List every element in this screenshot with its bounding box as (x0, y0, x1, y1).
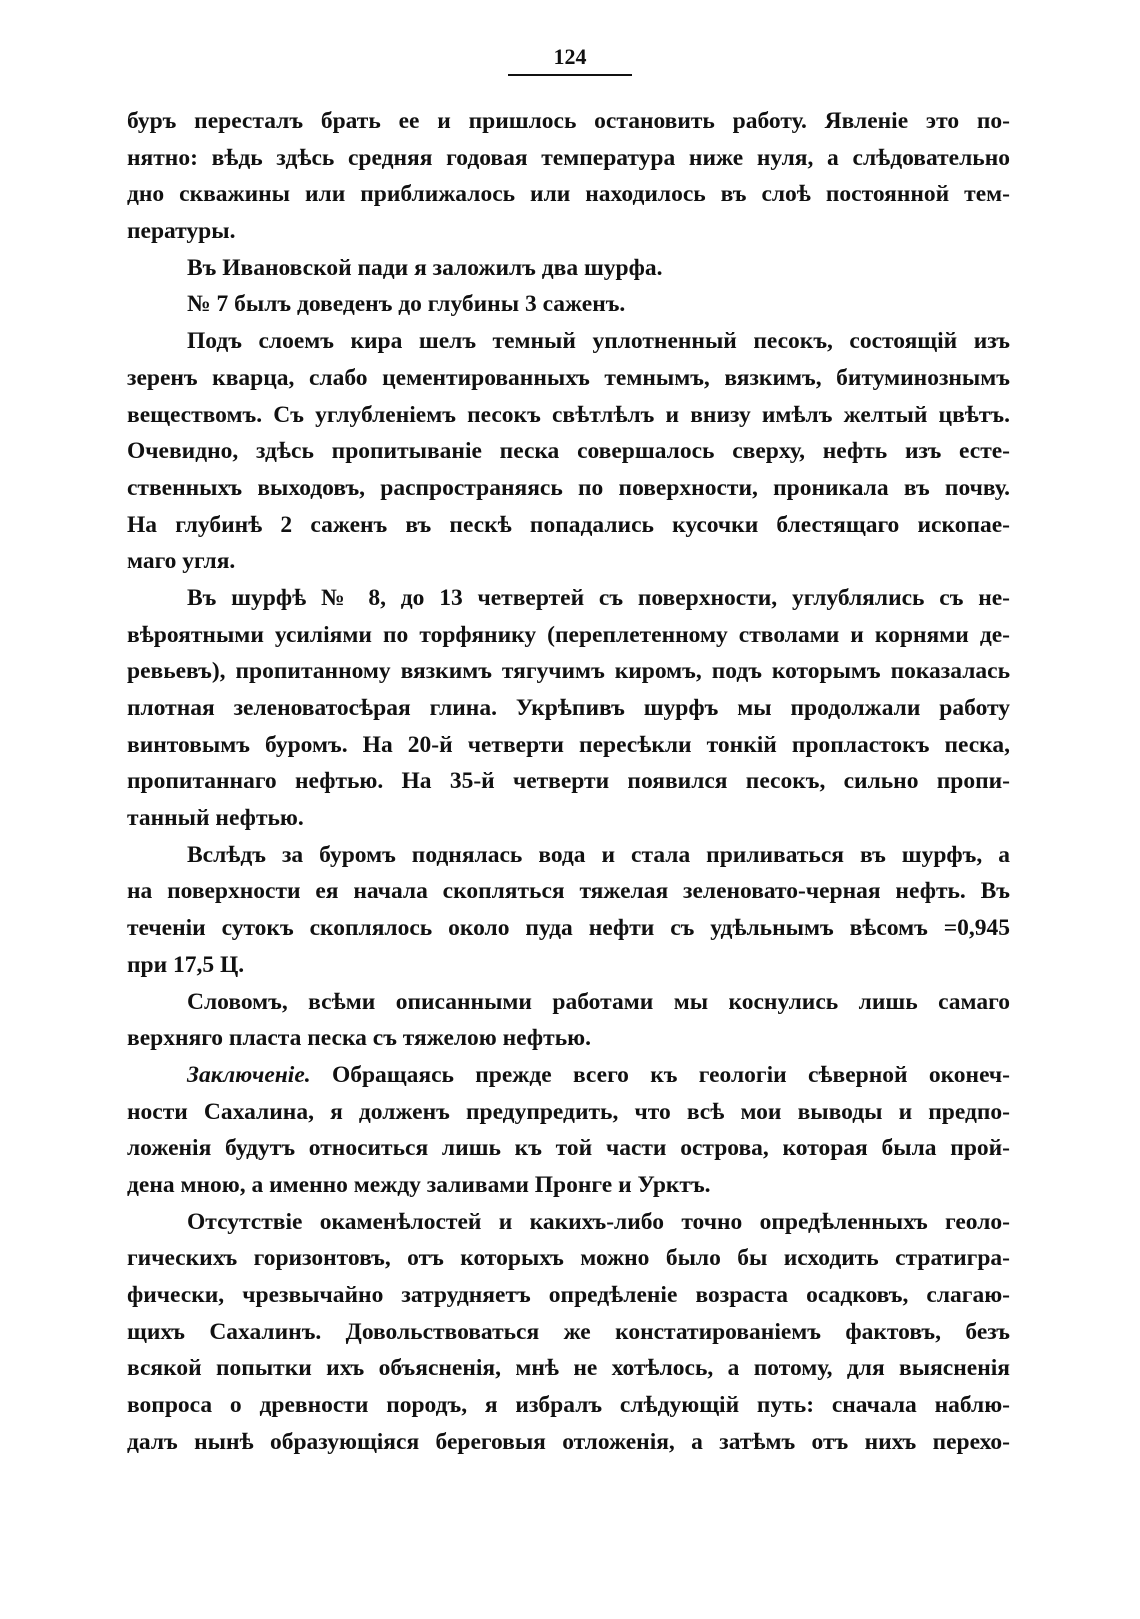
text-line-content: На глубинѣ 2 саженъ въ пескѣ попадались кусочки блестящаго ископае- (127, 511, 1010, 538)
text-line (127, 543, 1010, 580)
text-line (127, 286, 1010, 323)
text-line-content: фически, чрезвычайно затрудняетъ опредѣленіе возраста осадковъ, слагаю- (127, 1282, 1010, 1308)
text-line-content: веществомъ. Съ углубленіемъ песокъ свѣтлѣлъ и внизу имѣлъ желтый цвѣтъ. (127, 401, 1010, 428)
text-line-content: Очевидно, здѣсь пропитываніе песка совершалось сверху, нефть изъ есте- (127, 438, 1010, 465)
text-line-content: вопроса о древности породъ, я избралъ слѣдующій путь: сначала наблю- (127, 1392, 1010, 1419)
text-line-content: ревьевъ), пропитанному вязкимъ тягучимъ киромъ, подъ которымъ показалась (127, 658, 1010, 685)
text-line-content: ложенія будутъ относиться лишь къ той части острова, которая была прой- (127, 1135, 1010, 1162)
text-line (127, 1057, 1010, 1094)
text-line-content: танный нефтью. (127, 805, 304, 832)
text-line (127, 873, 1010, 910)
text-line (127, 103, 1010, 140)
text-line-content: зеренъ кварца, слабо цементированныхъ темнымъ, вязкимъ, битуминознымъ (127, 364, 1010, 391)
text-line-content: пературы. (127, 218, 236, 245)
text-line (127, 617, 1010, 654)
text-line (127, 653, 1010, 690)
text-line (127, 1020, 1010, 1057)
text-line-content: Въ шурфѣ № 8, до 13 четвертей съ поверхности, углублялись съ не- (187, 584, 1010, 611)
text-line-content: Вслѣдъ за буромъ поднялась вода и стала приливаться въ шурфъ, а (187, 841, 1010, 868)
text-line-content: гическихъ горизонтовъ, отъ которыхъ можно было бы исходить стратигра- (127, 1245, 1010, 1272)
text-line (127, 1167, 1010, 1204)
text-line (127, 910, 1010, 947)
text-line-content: щихъ Сахалинъ. Довольствоваться же констатированіемъ фактовъ, безъ (127, 1318, 1010, 1345)
text-line-content: Въ Ивановской пади я заложилъ два шурфа. (187, 254, 663, 281)
text-line-content: плотная зеленоватосѣрая глина. Укрѣпивъ шурфъ мы продолжали работу (127, 695, 1010, 721)
text-line-content: вѣроятными усиліями по торфянику (переплетенному стволами и корнями де- (127, 621, 1010, 648)
text-line-content: теченіи сутокъ скоплялось около пуда нефти съ удѣльнымъ вѣсомъ =0,945 (127, 915, 1010, 942)
text-line (127, 1240, 1010, 1277)
text-line (127, 763, 1010, 800)
text-line-content: Обращаясь прежде всего къ геологіи сѣверной оконеч- (331, 1061, 1010, 1088)
text-line-content: всякой попытки ихъ объясненія, мнѣ не хотѣлось, а потому, для выясненія (127, 1355, 1010, 1382)
text-line-content: нятно: вѣдь здѣсь средняя годовая температура ниже нуля, а слѣдовательно (127, 144, 1010, 171)
text-line (127, 397, 1010, 434)
text-line-content: верхняго пласта песка съ тяжелою нефтью. (127, 1025, 591, 1052)
text-line (127, 1204, 1010, 1241)
text-line-content: при 17,5 Ц. (127, 951, 245, 978)
text-line (127, 140, 1010, 177)
text-line-content: дена мною, а именно между заливами Пронге и Урктъ. (127, 1171, 711, 1198)
text-line-content: пропитаннаго нефтью. На 35-й четверти появился песокъ, сильно пропи- (127, 768, 1010, 795)
text-line-content: Словомъ, всѣми описанными работами мы коснулись лишь самаго (187, 988, 1010, 1015)
text-line (127, 727, 1010, 764)
body-text (127, 103, 1010, 1460)
page-number: 124 (553, 44, 587, 69)
text-line (127, 947, 1010, 984)
text-line (127, 1424, 1010, 1461)
text-line-content: ности Сахалина, я долженъ предупредить, что всѣ мои выводы и предпо- (127, 1098, 1010, 1125)
page-number-rule (508, 74, 632, 76)
text-line (127, 1094, 1010, 1131)
text-line (127, 1277, 1010, 1314)
text-line-content: далъ нынѣ образующіяся береговыя отложенія, а затѣмъ отъ нихъ перехо- (127, 1428, 1010, 1455)
text-line (127, 984, 1010, 1021)
text-line (127, 323, 1010, 360)
text-line (127, 470, 1010, 507)
text-line (127, 837, 1010, 874)
text-line-content: маго угля. (127, 548, 236, 575)
text-line (127, 690, 1010, 727)
text-line (127, 580, 1010, 617)
text-line-content: винтовымъ буромъ. На 20-й четверти пересѣкли тонкій пропластокъ песка, (127, 731, 1010, 758)
text-line (127, 250, 1010, 287)
text-line (127, 1314, 1010, 1351)
text-line-content: ственныхъ выходовъ, распространяясь по поверхности, проникала въ почву. (127, 474, 1010, 501)
text-line (127, 1130, 1010, 1167)
text-line (127, 1350, 1010, 1387)
text-line (127, 176, 1010, 213)
text-line-content: Подъ слоемъ кира шелъ темный уплотненный песокъ, состоящій изъ (187, 328, 1010, 355)
text-line (127, 360, 1010, 397)
text-line (127, 507, 1010, 544)
text-line (127, 800, 1010, 837)
text-line-content: Отсутствіе окаменѣлостей и какихъ-либо точно опредѣленныхъ геоло- (187, 1208, 1010, 1235)
text-line-content: на поверхности ея начала скопляться тяжелая зеленовато-черная нефть. Въ (127, 878, 1010, 905)
text-line-content: дно скважины или приближалось или находилось въ слоѣ постоянной тем- (127, 181, 1010, 208)
text-line-content: буръ пересталъ брать ее и пришлось остановить работу. Явленіе это по- (127, 108, 1010, 134)
section-heading-inline: Заключеніе. (187, 1061, 311, 1088)
text-line-content: № 7 былъ доведенъ до глубины 3 саженъ. (187, 291, 626, 318)
text-line (127, 1387, 1010, 1424)
text-line (127, 433, 1010, 470)
text-line (127, 213, 1010, 250)
